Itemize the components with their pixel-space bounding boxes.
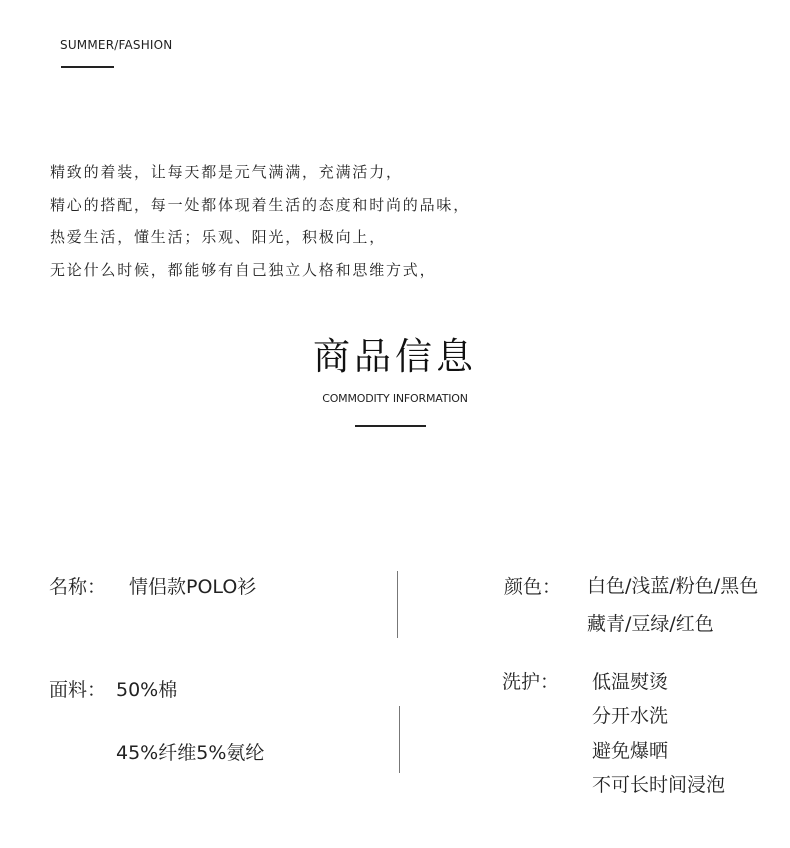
care-label: 洗护： bbox=[502, 671, 560, 693]
care-value: 低温熨烫 bbox=[592, 671, 669, 693]
eyebrow-underline bbox=[61, 66, 114, 68]
section-title: 商品信息 bbox=[313, 335, 477, 378]
name-value: 情侣款POLO衫 bbox=[129, 576, 257, 598]
care-value: 分开水洗 bbox=[592, 705, 669, 727]
color-value: 藏青/豆绿/红色 bbox=[587, 613, 714, 635]
column-divider bbox=[399, 706, 400, 773]
intro-line: 精心的搭配，每一处都体现着生活的态度和时尚的品味， bbox=[50, 195, 471, 214]
intro-line: 无论什么时候，都能够有自己独立人格和思维方式， bbox=[50, 260, 437, 279]
intro-paragraph bbox=[50, 156, 650, 286]
intro-line: 热爱生活，懂生活；乐观、阳光，积极向上， bbox=[50, 228, 387, 246]
color-label: 颜色： bbox=[504, 576, 562, 598]
name-label: 名称： bbox=[49, 576, 107, 598]
care-value: 避免爆晒 bbox=[592, 740, 669, 762]
section-underline bbox=[355, 425, 426, 427]
intro-line: 精致的着装，让每天都是元气满满，充满活力， bbox=[50, 163, 403, 181]
column-divider bbox=[397, 571, 398, 638]
color-value: 白色/浅蓝/粉色/黑色 bbox=[587, 575, 759, 597]
section-subtitle: COMMODITY INFORMATION bbox=[322, 392, 468, 405]
fabric-value: 45%纤维5%氨纶 bbox=[116, 742, 265, 764]
fabric-label: 面料： bbox=[49, 679, 107, 701]
care-value: 不可长时间浸泡 bbox=[592, 774, 726, 796]
eyebrow-label: SUMMER/FASHION bbox=[60, 38, 173, 52]
fabric-value: 50%棉 bbox=[116, 679, 178, 701]
